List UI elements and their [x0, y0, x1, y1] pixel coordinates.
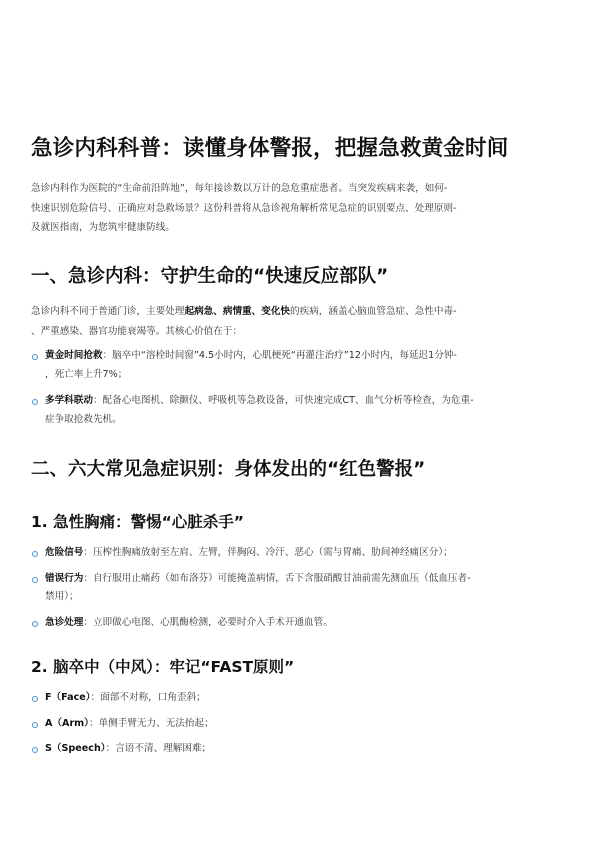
section-1-text-prefix: 急诊内科不同于普通门诊，主要处理: [31, 306, 185, 317]
list-item-label: 危险信号: [45, 547, 84, 558]
section-2-heading: 二、六大常见急症识别：身体发出的“红色警报”: [31, 459, 426, 480]
list-item-text: ：压榨性胸痛放射至左肩、左臂，伴胸闷、冷汗、恶心（需与胃痛、肋间神经痛区分）；: [83, 547, 453, 558]
section-1-text-suffix: 的疾病，涵盖心脑血管急症、急性中毒-: [290, 306, 457, 317]
emphasis-change: 变化快: [261, 306, 291, 317]
list-item: [31, 689, 579, 708]
list-item: [31, 347, 579, 384]
bullet-icon: [32, 551, 38, 557]
list-item-text: ：立即做心电图、心肌酶检测，必要时介入手术开通血管。: [83, 616, 333, 628]
list-item: [31, 715, 579, 734]
bullet-icon: [32, 696, 38, 702]
page-title: 急诊内科科普：读懂身体警报，把握急救黄金时间: [31, 136, 509, 161]
emphasis-onset: 起病急: [184, 306, 214, 317]
list-item: [31, 544, 579, 563]
list-item-label: S（Speech）: [45, 743, 106, 755]
bullet-icon: [32, 399, 38, 405]
list-item: [31, 740, 579, 759]
emphasis-sep-1: 、: [213, 306, 223, 317]
intro-paragraph: [31, 179, 576, 238]
list-item-label: A（Arm）: [45, 717, 89, 729]
bullet-icon: [32, 747, 38, 753]
bullet-icon: [32, 354, 38, 360]
stroke-list: [31, 689, 579, 759]
section-1-paragraph: [31, 302, 576, 341]
bullet-icon: [32, 621, 38, 627]
list-item-label: 多学科联动: [45, 395, 93, 407]
chest-pain-list: [31, 544, 579, 632]
list-item: [31, 570, 579, 607]
intro-line-1: 急诊内科作为医院的“生命前沿阵地”，每年接诊数以万计的急危重症患者。当突发疾病来袭，如何-: [31, 183, 448, 194]
list-item-text: ：脑卒中“溶栓时间窗”4.5小时内，心肌梗死“再灌注治疗”12小时内，每延迟1分钟-: [102, 350, 457, 361]
emphasis-severity: 病情重: [222, 306, 252, 317]
list-item-text: ：言语不清、理解困难；: [105, 743, 212, 755]
list-item: [31, 614, 579, 633]
list-item: [31, 392, 579, 429]
list-item-label: 黄金时间抢救: [45, 350, 103, 361]
section-1-heading: 一、急诊内科：守护生命的“快速反应部队”: [31, 266, 389, 287]
list-item-label: 错误行为: [45, 572, 84, 584]
section-1-list: [31, 347, 579, 429]
list-item-label: F（Face）: [45, 692, 91, 703]
list-item-text: ：配备心电图机、除颤仪、呼吸机等急救设备，可快速完成CT、血气分析等检查，为危重-: [92, 395, 474, 407]
bullet-icon: [32, 577, 38, 583]
section-1-text-line-2: 、严重感染、器官功能衰竭等。其核心价值在于：: [31, 325, 243, 337]
list-item-text: ：面部不对称，口角歪斜；: [90, 692, 206, 703]
list-item-text-cont: 禁用）；: [45, 591, 79, 603]
list-item-text-cont: 症争取抢救先机。: [45, 413, 122, 425]
list-item-text-cont: ，死亡率上升7%；: [45, 368, 128, 380]
emphasis-sep-2: 、: [251, 306, 262, 317]
subsection-stroke-heading: 2. 脑卒中（中风）：牢记“FAST原则”: [31, 658, 295, 676]
intro-line-3: 及就医指南，为您筑牢健康防线。: [31, 222, 175, 234]
list-item-text: ：单侧手臂无力、无法抬起；: [88, 717, 214, 729]
list-item-label: 急诊处理: [45, 616, 84, 628]
subsection-chest-pain-heading: 1. 急性胸痛：警惕“心脏杀手”: [31, 513, 244, 531]
list-item-text: ：自行服用止痛药（如布洛芬）可能掩盖病情，舌下含服硝酸甘油前需先测血压（低血压者-: [83, 572, 471, 584]
bullet-icon: [32, 722, 38, 728]
intro-line-2: 快速识别危险信号、正确应对急救场景？这份科普将从急诊视角解析常见急症的识别要点、处理原则-: [31, 202, 457, 214]
